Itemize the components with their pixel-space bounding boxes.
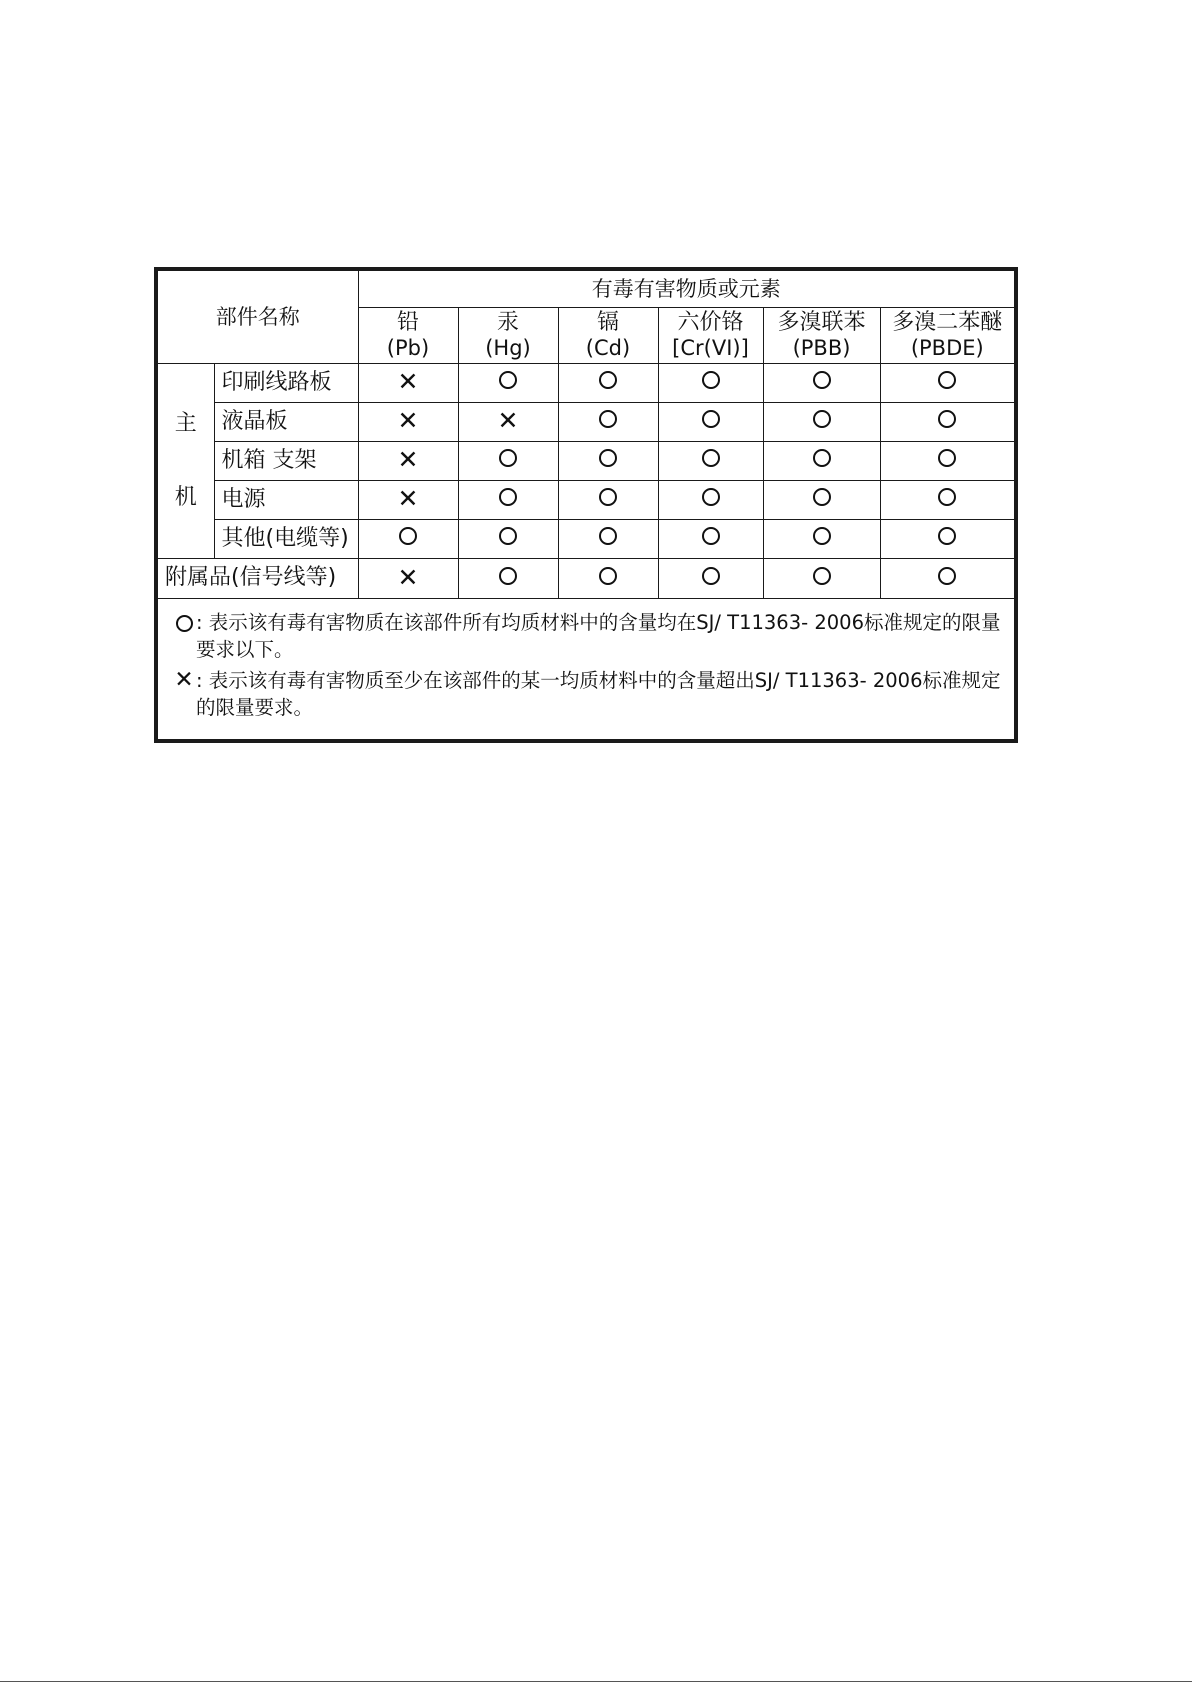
- substance-name: 铅: [396, 310, 419, 336]
- mark-cell: [763, 363, 880, 402]
- circle-mark-icon: [813, 488, 831, 506]
- mark-cell: [763, 402, 880, 441]
- part-name-cell: 附属品(信号线等): [158, 558, 358, 598]
- substance-name: 镉: [596, 310, 619, 336]
- mark-cell: [763, 519, 880, 558]
- mark-cell: [558, 402, 658, 441]
- circle-mark-icon: [599, 449, 617, 467]
- table-row: [158, 519, 1014, 558]
- main-unit-group-label: [158, 363, 214, 558]
- circle-mark-icon: [599, 488, 617, 506]
- substance-symbol: (PBDE): [910, 335, 984, 360]
- rohs-hazard-table-frame: [154, 267, 1018, 743]
- mark-cell: [558, 441, 658, 480]
- cross-mark-icon: ✕: [397, 484, 419, 514]
- mark-cell: [558, 480, 658, 519]
- circle-mark-icon: [938, 488, 956, 506]
- circle-mark-icon: [702, 527, 720, 545]
- substance-symbol: (Cd): [585, 335, 631, 360]
- circle-mark-icon: [599, 567, 617, 585]
- part-name-cell: 电源: [214, 480, 358, 519]
- circle-mark-icon: [938, 527, 956, 545]
- note-circle-text: : 表示该有毒有害物质在该部件所有均质材料中的含量均在SJ/ T11363- 2006标准规定的限量要求以下。: [196, 610, 1001, 661]
- circle-mark-icon: [499, 488, 517, 506]
- circle-mark-icon: [499, 567, 517, 585]
- mark-cell: [880, 363, 1014, 402]
- hazard-substance-header: 有毒有害物质或元素: [358, 271, 1014, 307]
- circle-mark-icon: [176, 615, 193, 632]
- cross-mark-icon: ✕: [397, 367, 419, 397]
- cross-mark-icon: ✕: [497, 406, 519, 436]
- table-row: [158, 402, 1014, 441]
- mark-cell: [558, 558, 658, 598]
- substance-symbol: (PBB): [792, 335, 851, 360]
- cross-mark-icon: ✕: [397, 445, 419, 475]
- circle-mark-icon: [813, 410, 831, 428]
- circle-mark-icon: [399, 527, 417, 545]
- mark-cell: [658, 558, 763, 598]
- group-label-char: 主: [174, 411, 197, 437]
- circle-mark-icon: [599, 371, 617, 389]
- mark-cell: [658, 402, 763, 441]
- cross-mark-icon: ✕: [397, 562, 419, 592]
- mark-cell: [458, 519, 558, 558]
- circle-mark-icon: [702, 488, 720, 506]
- mark-cell: [558, 519, 658, 558]
- circle-mark-icon: [702, 567, 720, 585]
- mark-cell: [458, 558, 558, 598]
- mark-cell: [880, 519, 1014, 558]
- part-name-cell: 其他(电缆等): [214, 519, 358, 558]
- mark-cell: [658, 519, 763, 558]
- mark-cell: [358, 519, 458, 558]
- substance-name: 六价铬: [677, 310, 744, 336]
- mark-cell: [658, 363, 763, 402]
- circle-mark-icon: [499, 527, 517, 545]
- circle-mark-icon: [702, 371, 720, 389]
- part-name-cell: 液晶板: [214, 402, 358, 441]
- circle-mark-icon: [813, 567, 831, 585]
- circle-mark-icon: [938, 410, 956, 428]
- substance-name: 汞: [496, 310, 519, 336]
- mark-cell: [658, 441, 763, 480]
- substance-header-4: [763, 307, 880, 363]
- substance-name: 多溴二苯醚: [892, 310, 1003, 336]
- table-row: [158, 441, 1014, 480]
- group-label-char: 机: [174, 484, 197, 510]
- mark-cell: [880, 402, 1014, 441]
- mark-cell: [358, 558, 458, 598]
- note-cross-text: : 表示该有毒有害物质至少在该部件的某一均质材料中的含量超出SJ/ T11363- 2006标准规定的限量要求。: [196, 668, 1001, 719]
- circle-mark-icon: [938, 371, 956, 389]
- page-bottom-rule: [0, 1681, 1192, 1682]
- mark-cell: [458, 402, 558, 441]
- substance-header-0: [358, 307, 458, 363]
- mark-cell: [458, 363, 558, 402]
- mark-cell: [763, 558, 880, 598]
- part-name-cell: 印刷线路板: [214, 363, 358, 402]
- circle-mark-icon: [499, 449, 517, 467]
- substance-header-5: [880, 307, 1014, 363]
- table-row: [158, 480, 1014, 519]
- circle-mark-icon: [499, 371, 517, 389]
- substance-symbol: (Pb): [386, 335, 430, 360]
- substance-header-3: [658, 307, 763, 363]
- note-cross: [172, 667, 1006, 721]
- mark-cell: [458, 441, 558, 480]
- substance-symbol: [Cr(VI)]: [672, 335, 749, 360]
- circle-mark-icon: [938, 449, 956, 467]
- circle-mark-icon: [702, 449, 720, 467]
- table-row: [158, 558, 1014, 598]
- mark-cell: [458, 480, 558, 519]
- mark-cell: [763, 480, 880, 519]
- substance-header-2: [558, 307, 658, 363]
- circle-mark-icon: [813, 371, 831, 389]
- substance-name: 多溴联苯: [777, 310, 866, 336]
- circle-mark-icon: [599, 527, 617, 545]
- circle-mark-icon: [813, 527, 831, 545]
- substance-header-1: [458, 307, 558, 363]
- circle-mark-icon: [813, 449, 831, 467]
- mark-cell: [880, 441, 1014, 480]
- table-row: [158, 363, 1014, 402]
- mark-cell: [880, 558, 1014, 598]
- mark-cell: [558, 363, 658, 402]
- circle-mark-icon: [702, 410, 720, 428]
- circle-mark-icon: [599, 410, 617, 428]
- mark-cell: [763, 441, 880, 480]
- substance-symbol: (Hg): [485, 335, 531, 360]
- part-name-header: 部件名称: [158, 271, 358, 363]
- part-name-cell: 机箱 支架: [214, 441, 358, 480]
- rohs-hazard-table: [158, 271, 1014, 599]
- note-circle: [172, 609, 1006, 663]
- cross-mark-icon: ✕: [397, 406, 419, 436]
- legend-notes: [158, 599, 1014, 721]
- mark-cell: [358, 363, 458, 402]
- mark-cell: [658, 480, 763, 519]
- mark-cell: [358, 402, 458, 441]
- mark-cell: [358, 441, 458, 480]
- mark-cell: [880, 480, 1014, 519]
- cross-mark-icon: ✕: [174, 666, 194, 693]
- circle-mark-icon: [938, 567, 956, 585]
- mark-cell: [358, 480, 458, 519]
